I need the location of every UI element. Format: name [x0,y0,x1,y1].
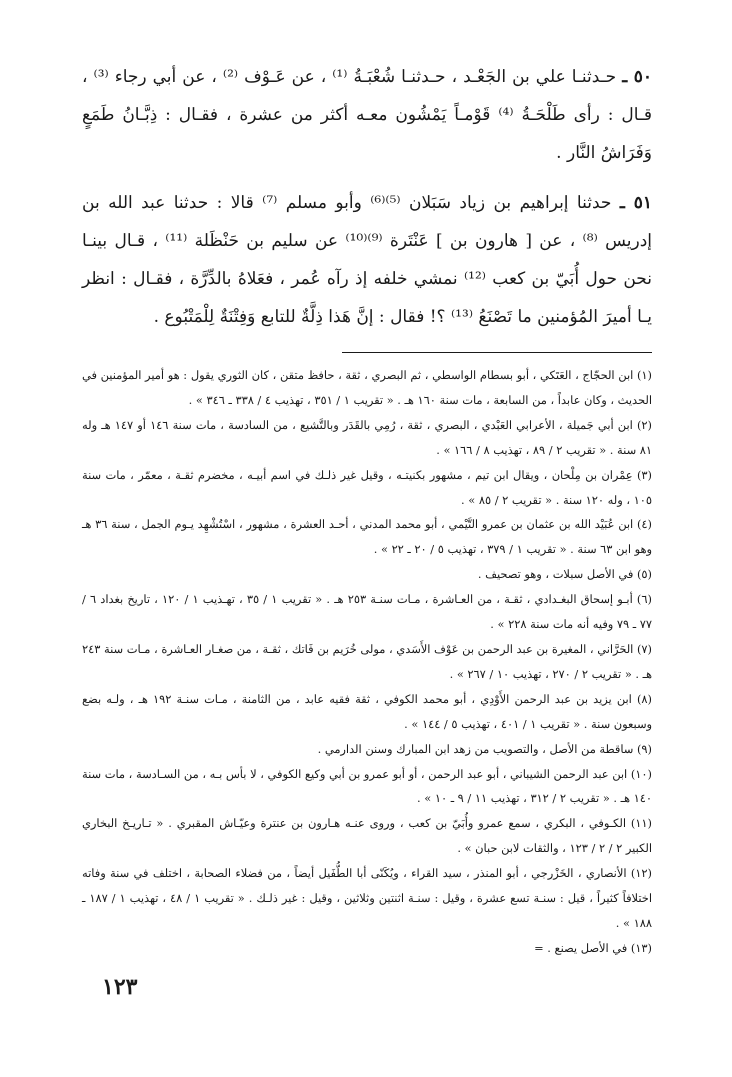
footnote-9: (٩) ساقطة من الأصل ، والتصويب من زهد ابن المبارك وسنن الدارمي . [317,741,652,756]
hadith-50 [82,58,652,172]
hadith-51-text: حدثنا إبراهيم بن زياد سَبَلان ⁽⁵⁾⁽⁶⁾ وأبو مسلم ⁽⁷⁾ قالا : حدثنا عبد الله بن إدريس ⁽⁸⁾ ، عن [ هارون بن ] عَنْتَرة ⁽⁹⁾⁽¹⁰⁾ عن سليم بن حَنْظَلة ⁽¹¹⁾ ، قـال بينـا نحن حول أُبَيّ بن كعب ⁽¹²⁾ نمشي خلفه إذ رآه عُمر ، فعَلاهُ بالدِّرَّة ، فقـال : انظر يـا أميرَ المُؤمنين ما تَصْنَعُ ⁽¹³⁾ ؟! فقال : إنَّ هَذا ذِلَّةٌ للتابع وَفِتْنَةٌ لِلْمَتْبُوع . [82,193,652,327]
hadith-50-number: ٥٠ ـ [622,67,652,87]
footnote-6: (٦) أبـو إسحاق البغـدادي ، ثقـة ، من العـاشرة ، مـات سنـة ٢٥٣ هـ . « تقريب ١ / ٣٥ ، تهـذيب ١ / ١٢٠ ، تاريخ بغداد ٦ / ٧٧ ـ ٧٩ وفيه أنه مات سنة ٢٢٨ » . [82,592,652,632]
footnote-1: (١) ابن الحجّاج ، العَتَكي ، أبو بسطام الواسطي ، ثم البصري ، ثقة ، حافظ متقن ، كان الثوري يقول : هو أمير المؤمنين في الحديث ، وكان عابداً ، من السابعة ، مات سنة ١٦٠ هـ . « تقريب ١ / ٣٥١ ، تهذيب ٤ / ٣٣٨ ـ ٣٤٦ » . [82,368,652,407]
footnote-10: (١٠) ابن عبد الرحمن الشيباني ، أبو عبد الرحمن ، أو أبو عمرو بن أبي وكيع الكوفي ، لا بأس بـه ، من السـادسة ، مات سنة ١٤٠ هـ . « تقريب ٢ / ٣١٢ ، تهذيب ١١ / ٩ ـ ١٠ » . [82,766,652,806]
footnote-4: (٤) ابن عُبَيْد الله بن عثمان بن عمرو التَّيْمي ، أبو محمد المدني ، أحـد العشرة ، مشهور ، اسْتُشْهِد يـوم الجمل ، سنة ٣٦ هـ وهو ابن ٦٣ سنة . « تقريب ١ / ٣٧٩ ، تهذيب ٥ / ٢٠ ـ ٢٢ » . [82,517,652,557]
footnote-11: (١١) الكـوفي ، البكري ، سمع عمرو وأُبَيّ بن كعب ، وروى عنـه هـارون بن عنترة وعيّـاش المقبري . « تـاريـخ البخاري الكبير ٢ / ٢ / ١٢٣ ، والثقات لابن حبان » . [82,816,652,856]
hadith-51 [82,184,652,336]
footnote-7: (٧) الحَرَّاني ، المغيرة بن عبد الرحمن بن عَوْف الأَسَدي ، مولى خُرَيم بن فَاتك ، ثقـة ، من صغـار العـاشرة ، مـات سنة ٢٤٣ هـ . « تقريب ٢ / ٢٧٠ ، تهذيب ١٠ / ٢٦٧ » . [82,641,652,681]
hadith-51-number: ٥١ ـ [619,193,652,213]
footnote-13: (١٣) في الأصل يصنع . = [534,940,652,955]
page-number: ١٢٣ [102,974,138,1000]
footnote-8: (٨) ابن يزيد بن عبد الرحمن الأَوْدِي ، أبو محمد الكوفي ، ثقة فقيه عابد ، من الثامنة ، مـات سنـة ١٩٢ هـ ، ولـه بضع وسبعون سنة . « تقريب ١ / ٤٠١ ، تهذيب ٥ / ١٤٤ » . [82,691,652,731]
main-text [82,58,652,336]
footnote-divider [342,352,652,353]
hadith-50-text: حـدثنـا علي بن الجَعْـد ، حـدثنـا شُعْبَـةُ ⁽¹⁾ ، عن عَـوْف ⁽²⁾ ، عن أبي رجاء ⁽³⁾ ، قـال : رأى طَلْحَـةُ ⁽⁴⁾ قَوْمـاً يَمْشُون معـه أكثر من عشرة ، فقـال : ذِبَّـانُ طَمَعٍ وَفَرَاشُ النَّار . [82,67,653,163]
book-page [82,58,652,961]
footnote-3: (٣) عِمْران بن مِلْحان ، ويقال ابن تيم ، مشهور بكنيتـه ، وقيل غير ذلـك في اسم أبيـه ، مخضرم ثقـة ، معمّر ، مات سنة ١٠٥ ، وله ١٢٠ سنة . « تقريب ٢ / ٨٥ » . [82,467,652,507]
footnote-12: (١٢) الأنصاري ، الخَزْرجي ، أبو المنذر ، سيد القراء ، ويُكَنّى أبا الطُّفَيل أيضاً ، من فضلاء الصحابة ، اختلف في سنة وفاته اختلافاً كثيراً ، قيل : سنـة تسع عشرة ، وقيل : سنـة اثنتين وثلاثين ، وقيل : غير ذلـك . « تقريب ١ / ٤٨ ، تهذيب ١ / ١٨٧ ـ ١٨٨ » . [82,866,652,930]
footnote-2: (٢) ابن أبي جَميلة ، الأعرابي العَبْدي ، البصري ، ثقة ، رُمِي بالقَدَر وبالتَّشيع ، من السادسة ، مات سنة ١٤٦ أو ١٤٧ هـ وله ٨١ سنة . « تقريب ٢ / ٨٩ ، تهذيب ٨ / ١٦٦ » . [82,417,652,457]
footnote-5: (٥) في الأصل سبلات ، وهو تصحيف . [477,567,652,582]
footnotes [82,363,652,961]
